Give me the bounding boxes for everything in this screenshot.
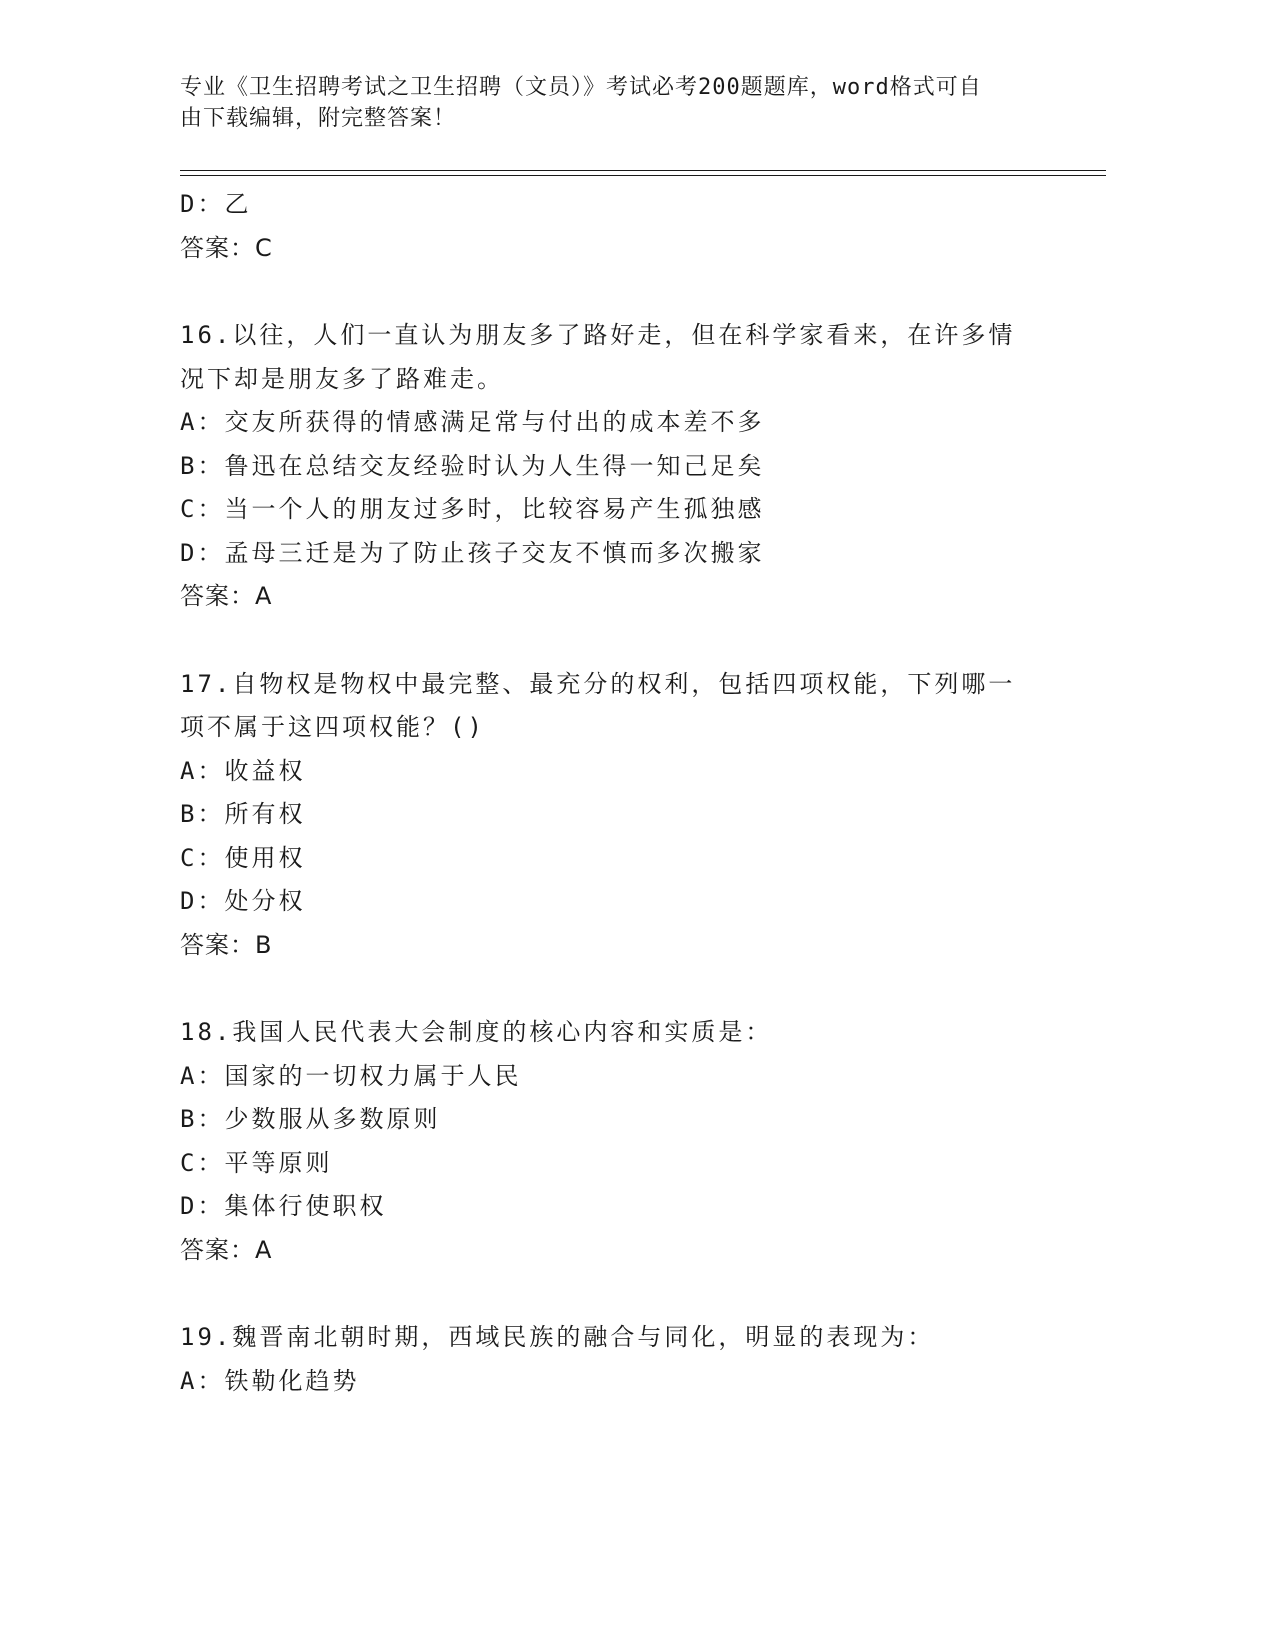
option-a: A：国家的一切权力属于人民 [180, 1061, 522, 1090]
question-text-line: 况下却是朋友多了路难走。 [180, 364, 504, 393]
header-divider-top [180, 170, 1106, 171]
question-18 [180, 1011, 1040, 1272]
question-16 [180, 314, 1040, 619]
question-text-line: 16.以往，人们一直认为朋友多了路好走，但在科学家看来，在许多情 [180, 321, 1016, 349]
option-b: B：所有权 [180, 800, 306, 828]
option-d: D：处分权 [180, 887, 306, 915]
answer-line: 答案：B [180, 930, 273, 959]
header-line-1: 专业《卫生招聘考试之卫生招聘（文员）》考试必考200题题库，word格式可自 [180, 75, 982, 100]
option-b: B：鲁迅在总结交友经验时认为人生得一知己足矣 [180, 451, 765, 480]
question-text-line: 18.我国人民代表大会制度的核心内容和实质是： [180, 1018, 773, 1046]
option-d: D：乙 [180, 190, 252, 218]
document-header [180, 72, 1040, 134]
answer-line: 答案：C [180, 233, 273, 262]
option-d: D：集体行使职权 [180, 1192, 387, 1220]
question-19 [180, 1316, 1040, 1403]
question-15-tail [180, 183, 1040, 270]
question-text-line: 项不属于这四项权能？() [180, 713, 485, 741]
option-c: C：使用权 [180, 843, 306, 872]
answer-line: 答案：A [180, 1235, 273, 1264]
option-d: D：孟母三迁是为了防止孩子交友不慎而多次搬家 [180, 538, 765, 567]
question-text-line: 17.自物权是物权中最完整、最充分的权利，包括四项权能，下列哪一 [180, 669, 1016, 698]
answer-line: 答案：A [180, 582, 273, 610]
question-list [180, 183, 1040, 1403]
option-c: C：当一个人的朋友过多时，比较容易产生孤独感 [180, 495, 765, 523]
option-c: C：平等原则 [180, 1148, 333, 1177]
question-text-line: 19.魏晋南北朝时期，西域民族的融合与同化，明显的表现为： [180, 1323, 935, 1351]
option-a: A：交友所获得的情感满足常与付出的成本差不多 [180, 408, 765, 436]
question-17 [180, 663, 1040, 968]
option-a: A：收益权 [180, 756, 306, 785]
option-a: A：铁勒化趋势 [180, 1366, 360, 1395]
header-divider-bottom [180, 175, 1106, 176]
option-b: B：少数服从多数原则 [180, 1105, 441, 1133]
header-line-2: 由下载编辑，附完整答案！ [180, 106, 457, 131]
